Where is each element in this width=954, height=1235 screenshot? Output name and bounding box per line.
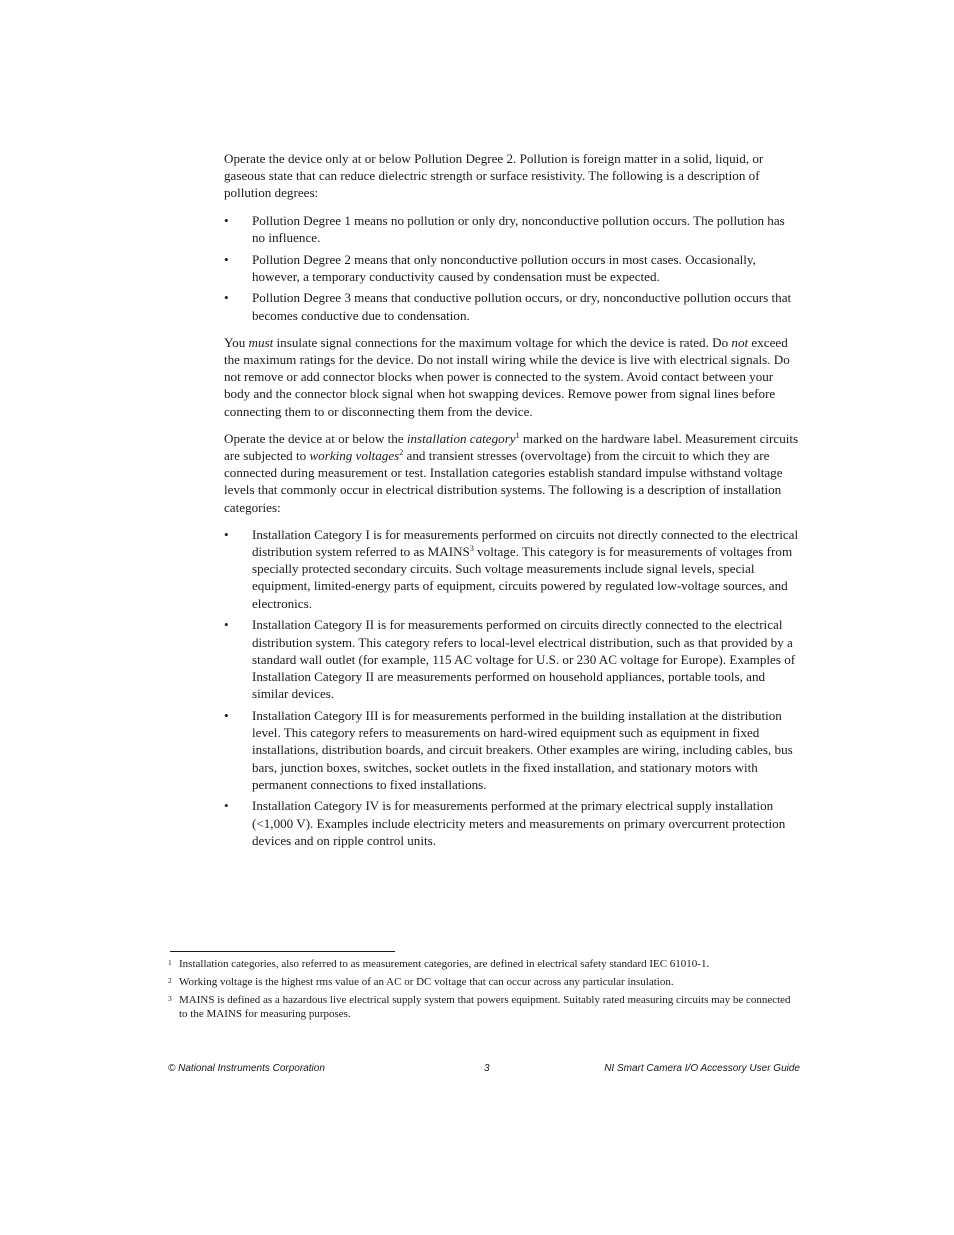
installation-category-paragraph (224, 430, 800, 516)
footnote-divider (170, 951, 395, 952)
emphasis-must: must (248, 334, 274, 350)
bullet-icon: • (224, 707, 229, 723)
pollution-degree-list (224, 212, 800, 324)
footnote-text: Working voltage is the highest rms value of an AC or DC voltage that can occur across any particular insulation. (179, 976, 674, 988)
text-run: exceed the maximum ratings for the device. Do not install wiring while the device is live with electrical signals. Do not remove or add connector blocks when power is connected to the system. Avoid contact between your body and the connector block signal when hot swapping devices. Remove power from signal lines before connecting them to or disconnecting them from the device. (224, 334, 790, 419)
list-item (224, 251, 800, 285)
pollution-intro-paragraph: Operate the device only at or below Pollution Degree 2. Pollution is foreign matter in a solid, liquid, or gaseous state that can reduce dielectric strength or surface resistivity. The following is a description of pollution degrees: (224, 151, 764, 201)
list-item (224, 707, 800, 793)
footnote-ref-2[interactable]: 2 (399, 448, 404, 458)
footnote (168, 957, 800, 971)
text-run: Installation Category I is for measurements performed on circuits not directly connected to the electrical distribution system referred to as MAINS (252, 526, 799, 560)
document-title: NI Smart Camera I/O Accessory User Guide (604, 1063, 800, 1074)
bullet-icon: • (224, 798, 229, 814)
text-run: Operate the device at or below the (224, 430, 407, 446)
list-item-text: Installation Category IV is for measurements performed at the primary electrical supply installation (<1,000 V). Examples include electricity meters and measurements on primary overcurrent protection devices and on ripple control units. (252, 798, 786, 848)
text-run: insulate signal connections for the maximum voltage for which the device is rated. Do (273, 334, 732, 350)
list-item (224, 797, 800, 849)
insulation-paragraph (224, 334, 800, 420)
footnote-text: MAINS is defined as a hazardous live electrical supply system that powers equipment. Suitably rated measuring circuits may be connected to the MAINS for measuring purposes. (179, 994, 791, 1020)
footnote-number: 3 (168, 994, 172, 1003)
footnote-ref-1[interactable]: 1 (515, 430, 520, 440)
list-item-text: Installation Category III is for measurements performed in the building installation at the distribution level. This category refers to measurements on hard-wired equipment such as equipment in fixed installations, distribution boards, and circuit breakers. Other examples are wiring, including cables, bus bars, junction boxes, switches, socket outlets in the fixed installation, and stationary motors with permanent connections to fixed installations. (252, 707, 793, 792)
bullet-icon: • (224, 212, 229, 228)
footnote-ref-3[interactable]: 3 (469, 544, 474, 554)
bullet-icon: • (224, 617, 229, 633)
list-item-text: Pollution Degree 1 means no pollution or only dry, nonconductive pollution occurs. The pollution has no influence. (252, 212, 785, 245)
page-footer (168, 1063, 800, 1077)
emphasis-working-voltages: working voltages (309, 448, 400, 464)
footnote (168, 993, 800, 1021)
emphasis-not: not (731, 334, 749, 350)
list-item (224, 616, 800, 702)
footnotes (168, 957, 800, 1025)
list-item (224, 289, 800, 323)
text-run: voltage. This category is for measurements of voltages from specially protected secondary circuits. Such voltage measurements include signal levels, special equipment, limited-energy parts of equipment, circuits powered by regulated low-voltage sources, and electronics. (252, 544, 793, 611)
footnote-text: Installation categories, also referred to as measurement categories, are defined in electrical safety standard IEC 61010-1. (179, 958, 710, 970)
installation-category-list (224, 526, 800, 849)
list-item (224, 526, 800, 612)
footnote-number: 1 (168, 958, 172, 967)
text-run: marked on the hardware label. Measurement circuits are subjected to (224, 430, 799, 464)
list-item-text: Pollution Degree 3 means that conductive pollution occurs, or dry, nonconductive pollution occurs that becomes conductive due to condensation. (252, 290, 792, 323)
list-item-text: Installation Category II is for measurements performed on circuits directly connected to the electrical distribution system. This category refers to local-level electrical distribution, such as that provided by a standard wall outlet (for example, 115 AC voltage for U.S. or 230 AC voltage for Europe). Examples of Installation Category II are measurements performed on household appliances, portable tools, and similar devices. (252, 617, 796, 702)
emphasis-installation-category: installation category (406, 430, 516, 446)
bullet-icon: • (224, 526, 229, 542)
text-run: and transient stresses (overvoltage) from the circuit to which they are connected during measurement or test. Installation categories establish standard impulse withstand voltage levels that commonly occur in electrical distribution systems. The following is a description of installation categories: (224, 448, 783, 515)
footnote-number: 2 (168, 976, 172, 985)
bullet-icon: • (224, 290, 229, 306)
list-item-text: Pollution Degree 2 means that only nonconductive pollution occurs in most cases. Occasionally, however, a temporary conductivity caused by condensation must be expected. (252, 251, 756, 284)
page-number: 3 (484, 1063, 490, 1074)
bullet-icon: • (224, 251, 229, 267)
list-item-text (252, 527, 798, 611)
body-text (224, 150, 800, 859)
copyright-text: © National Instruments Corporation (168, 1063, 325, 1074)
footnote (168, 975, 800, 989)
list-item (224, 212, 800, 246)
text-run: You (224, 334, 249, 350)
